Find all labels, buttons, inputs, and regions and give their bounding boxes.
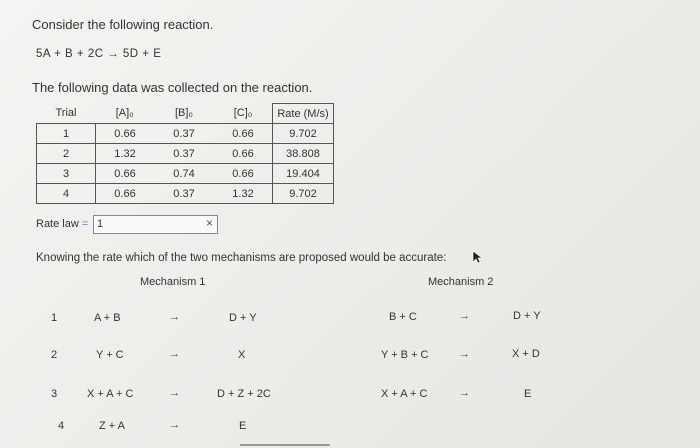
- step-number: 1: [51, 312, 58, 324]
- cell-a0: 0.66: [96, 124, 155, 144]
- cell-trial: 2: [37, 144, 96, 164]
- answer-input-edge[interactable]: [240, 444, 330, 446]
- cell-b0: 0.74: [154, 164, 214, 184]
- step-number: 4: [58, 420, 65, 432]
- col-header-a0: [A]₀: [96, 104, 155, 124]
- step-products: X + D: [512, 348, 540, 360]
- mouse-cursor-icon: [472, 250, 482, 264]
- cell-b0: 0.37: [154, 124, 214, 144]
- mechanism-2-title: Mechanism 2: [428, 276, 494, 288]
- col-header-trial: Trial: [37, 104, 96, 124]
- table-row: [37, 124, 334, 144]
- cell-trial: 4: [37, 184, 96, 204]
- step-products: D + Z + 2C: [217, 388, 271, 400]
- cell-a0: 0.66: [96, 184, 155, 204]
- cell-rate: 9.702: [273, 124, 334, 144]
- arrow-icon: →: [169, 311, 180, 323]
- cell-trial: 1: [37, 124, 96, 144]
- arrow-icon: →: [169, 348, 180, 360]
- table-row: [37, 164, 334, 184]
- arrow-icon: →: [459, 348, 470, 360]
- table-header-row: [37, 104, 334, 124]
- step-products: E: [524, 388, 532, 400]
- step-reactants: X + A + C: [381, 388, 428, 400]
- cell-c0: 0.66: [214, 144, 273, 164]
- clear-icon[interactable]: ×: [206, 216, 214, 230]
- mechanism-prompt: Knowing the rate which of the two mechanisms are proposed would be accurate:: [36, 252, 447, 264]
- col-header-c0: [C]₀: [214, 104, 273, 124]
- step-reactants: Z + A: [99, 420, 125, 432]
- table-row: [37, 144, 334, 164]
- step-products: D + Y: [229, 312, 257, 324]
- arrow-icon: →: [169, 419, 180, 431]
- step-reactants: A + B: [94, 312, 121, 324]
- cell-c0: 0.66: [214, 124, 273, 144]
- mechanism-1-title: Mechanism 1: [140, 276, 206, 288]
- cell-a0: 0.66: [96, 164, 155, 184]
- table-row: [37, 184, 334, 204]
- cell-rate: 19.404: [273, 164, 334, 184]
- step-reactants: Y + C: [96, 349, 124, 361]
- rate-law-input[interactable]: [93, 215, 218, 234]
- rate-law-label: Rate law =: [36, 218, 89, 230]
- question-intro: Consider the following reaction.: [32, 17, 214, 32]
- arrow-icon: →: [459, 310, 470, 322]
- cell-b0: 0.37: [154, 144, 214, 164]
- step-number: 3: [51, 388, 58, 400]
- equals-sign: =: [81, 218, 89, 230]
- reaction-equation: 5A + B + 2C → 5D + E: [36, 48, 162, 60]
- cell-trial: 3: [37, 164, 96, 184]
- arrow-icon: →: [459, 387, 470, 399]
- step-products: X: [238, 349, 246, 361]
- step-products: E: [239, 420, 247, 432]
- kinetics-data-table: [36, 103, 334, 204]
- cell-rate: 38.808: [273, 144, 334, 164]
- rate-law-value: 1: [97, 218, 104, 230]
- cell-c0: 1.32: [214, 184, 273, 204]
- step-products: D + Y: [513, 310, 541, 322]
- step-number: 2: [51, 349, 58, 361]
- cell-b0: 0.37: [154, 184, 214, 204]
- step-reactants: Y + B + C: [381, 349, 429, 361]
- data-intro: The following data was collected on the reaction.: [32, 80, 313, 95]
- cell-a0: 1.32: [96, 144, 155, 164]
- cell-c0: 0.66: [214, 164, 273, 184]
- arrow-icon: →: [169, 387, 180, 399]
- step-reactants: X + A + C: [87, 388, 134, 400]
- col-header-b0: [B]₀: [154, 104, 214, 124]
- step-reactants: B + C: [389, 311, 417, 323]
- cell-rate: 9.702: [273, 184, 334, 204]
- col-header-rate: Rate (M/s): [273, 104, 334, 124]
